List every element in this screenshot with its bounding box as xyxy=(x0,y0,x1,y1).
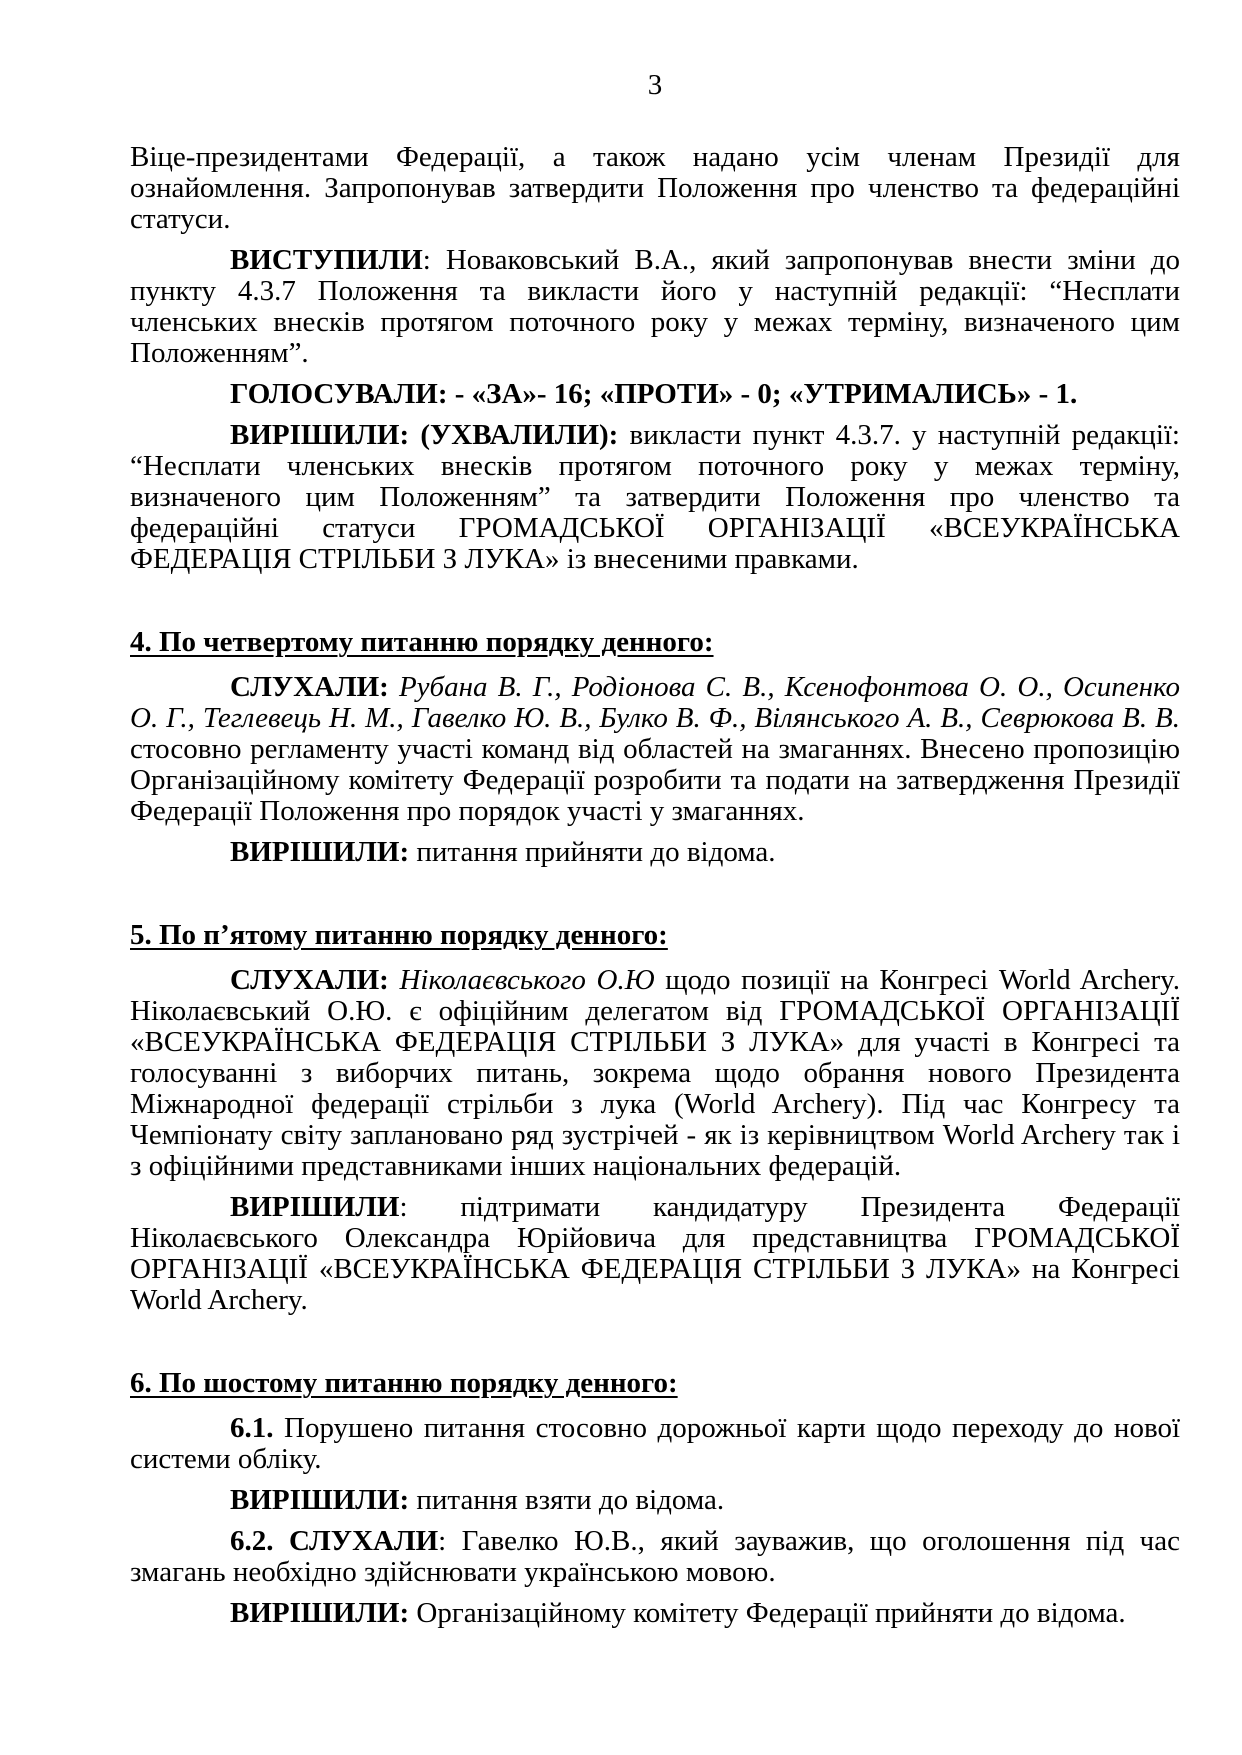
text-run: Порушено питання стосовно дорожньої карти щодо переходу до нової системи обліку. xyxy=(130,1412,1180,1475)
item-6-1-vyrishyly-paragraph xyxy=(130,1485,1180,1516)
speaker-names: Рубана В. Г., Родіонова С. В., Ксенофонтова О. О., Осипенко О. Г., Теглевець Н. М., Гавелко Ю. В., Булко В. Ф., Вілянського А. В., Севрюкова В. В. xyxy=(130,671,1180,734)
section-6-heading: 6. По шостому питанню порядку денного: xyxy=(130,1367,678,1399)
vystupyly-label: ВИСТУПИЛИ xyxy=(230,244,423,276)
text-run: щодо позиції на Конгресі World Archery. Ніколаєвський О.Ю. є офіційним делегатом від ГРОМАДСЬКОЇ ОРГАНІЗАЦІЇ «ВСЕУКРАЇНСЬКА ФЕДЕРАЦІЯ СТРІЛЬБИ З ЛУКА» для участі в Конгресі та голосуванні з виборчих питань, зокрема щодо обрання нового Президента Міжнародної федерації стрільби з лука (World Archery). Під час Конгресу та Чемпіонату світу заплановано ряд зустрічей - як із керівництвом World Archery так і з офіційними представниками інших національних федерацій. xyxy=(130,964,1181,1182)
vyrishyly-label: ВИРІШИЛИ: (УХВАЛИЛИ): xyxy=(230,419,619,451)
slukhaly-label: СЛУХАЛИ: xyxy=(230,671,389,703)
section-4-heading: 4. По четвертому питанню порядку денного: xyxy=(130,626,714,658)
item-number-label: 6.1. xyxy=(230,1412,274,1444)
vystupyly-paragraph xyxy=(130,245,1180,369)
section-4-slukhaly-paragraph xyxy=(130,672,1180,827)
vyrishyly-label: ВИРІШИЛИ: xyxy=(230,1484,410,1516)
text-run: : підтримати кандидатуру Президента Федерації Ніколаєвського Олександра Юрійовича для представництва ГРОМАДСЬКОЇ ОРГАНІЗАЦІЇ «ВСЕУКРАЇНСЬКА ФЕДЕРАЦІЯ СТРІЛЬБИ З ЛУКА» на Конгресі World Archery. xyxy=(130,1191,1180,1316)
vote-results-text: ГОЛОСУВАЛИ: - «ЗА»- 16; «ПРОТИ» - 0; «УТРИМАЛИСЬ» - 1. xyxy=(230,378,1078,410)
text-run: Віце-президентами Федерації, а також надано усім членам Президії для ознайомлення. Запропонував затвердити Положення про членство та федераційні статуси. xyxy=(130,141,1180,235)
text-run: викласти пункт 4.3.7. у наступній редакції: “Несплати членських внесків протягом поточного року у межах терміну, визначеного цим Положенням” та затвердити Положення про членство та федераційні статуси ГРОМАДСЬКОЇ ОРГАНІЗАЦІЇ «ВСЕУКРАЇНСЬКА ФЕДЕРАЦІЯ СТРІЛЬБИ З ЛУКА» із внесеними правками. xyxy=(130,419,1180,575)
speaker-names: Ніколаєвського О.Ю xyxy=(388,964,655,996)
section-5-slukhaly-paragraph xyxy=(130,965,1180,1182)
text-run: : Гавелко Ю.В., який зауважив, що оголошення під час змагань необхідно здійснювати українською мовою. xyxy=(130,1525,1180,1588)
text-run: Організаційному комітету Федерації прийняти до відома. xyxy=(409,1597,1126,1629)
vyrishyly-label: ВИРІШИЛИ xyxy=(230,1191,400,1223)
text-run: стосовно регламенту участі команд від областей на змаганнях. Внесено пропозицію Організаційному комітету Федерації розробити та подати на затвердження Президії Федерації Положення про порядок участі у змаганнях. xyxy=(130,733,1180,827)
section-4-vyrishyly-paragraph xyxy=(130,837,1180,868)
item-6-2-paragraph xyxy=(130,1526,1180,1588)
item-number-label: 6.2. СЛУХАЛИ xyxy=(230,1525,439,1557)
section-5-vyrishyly-paragraph xyxy=(130,1192,1180,1316)
vyrishyly-label: ВИРІШИЛИ: xyxy=(230,836,410,868)
holosuvaly-line xyxy=(130,379,1180,410)
vyrishyly-ukhvalyly-paragraph xyxy=(130,420,1180,575)
vyrishyly-label: ВИРІШИЛИ: xyxy=(230,1597,410,1629)
text-run: : Новаковський В.А., який запропонував внести зміни до пункту 4.3.7 Положення та викласти його у наступній редакції: “Несплати членських внесків протягом поточного року у межах терміну, визначеного цим Положенням”. xyxy=(130,244,1180,369)
text-run: питання прийняти до відома. xyxy=(409,836,776,868)
page-number: 3 xyxy=(647,69,663,101)
slukhaly-label: СЛУХАЛИ: xyxy=(230,964,389,996)
intro-continuation-paragraph xyxy=(130,142,1180,235)
item-6-1-paragraph xyxy=(130,1413,1180,1475)
text-run: питання взяти до відома. xyxy=(409,1484,725,1516)
section-5-heading: 5. По п’ятому питанню порядку денного: xyxy=(130,919,668,951)
item-6-2-vyrishyly-paragraph xyxy=(130,1598,1180,1629)
